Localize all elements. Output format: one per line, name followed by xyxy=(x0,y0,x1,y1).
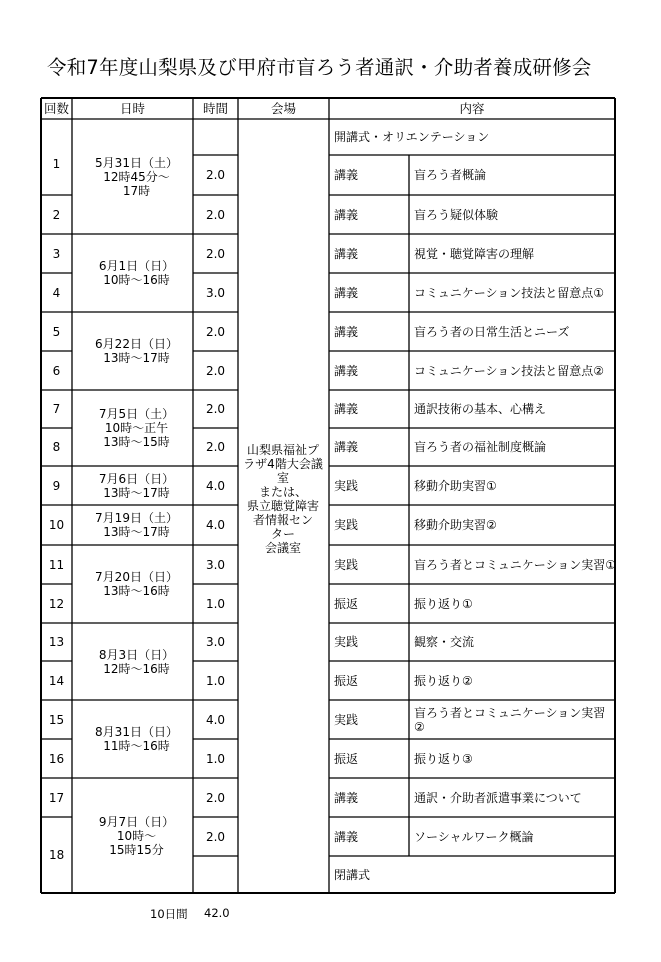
session-date: 10時～16時 xyxy=(103,273,170,287)
session-topic: 移動介助実習② xyxy=(414,518,497,532)
row-18-number: 18 xyxy=(49,848,65,862)
session-type: 講義 xyxy=(334,363,359,378)
session-number: 3 xyxy=(52,246,61,261)
session-type: 講義 xyxy=(334,168,359,182)
venue-line: 会議室 xyxy=(264,541,302,555)
session-date: 13時～17時 xyxy=(103,485,170,500)
header-num: 回数 xyxy=(43,101,69,116)
session-type: 開講式・オリエンテーション xyxy=(334,130,490,144)
session-type: 実践 xyxy=(334,518,359,532)
session-date: 8月3日（日） xyxy=(98,647,175,662)
session-hours: 3.0 xyxy=(205,285,226,300)
session-topic: 振り返り② xyxy=(414,673,473,688)
session-date: 7月20日（日） xyxy=(95,570,178,584)
session-topic: 盲ろう者概論 xyxy=(414,168,487,182)
session-type: 閉講式 xyxy=(334,867,371,882)
session-date: 13時～16時 xyxy=(103,584,170,598)
venue-line: ラザ4階大会議 xyxy=(243,457,323,471)
session-type: 講義 xyxy=(334,324,359,339)
session-type: 講義 xyxy=(334,402,359,416)
session-hours: 2.0 xyxy=(205,363,226,378)
session-topic: 盲ろう者の日常生活とニーズ xyxy=(414,324,570,339)
session-hours: 1.0 xyxy=(205,673,226,688)
session-topic: コミュニケーション技法と留意点① xyxy=(414,285,605,300)
session-date: 15時15分 xyxy=(109,842,164,857)
session-number: 13 xyxy=(48,635,65,649)
session-number: 15 xyxy=(48,712,65,727)
session-hours: 2.0 xyxy=(205,829,226,844)
session-date: 13時～17時 xyxy=(103,351,170,365)
page-title: 令和7年度山梨県及び甲府市盲ろう者通訳・介助者養成研修会 xyxy=(47,56,592,79)
session-date: 6月22日（日） xyxy=(95,337,178,351)
session-number: 14 xyxy=(48,673,65,688)
footer-days: 10日間 xyxy=(150,907,188,921)
header-hours: 時間 xyxy=(202,101,228,116)
session-type: 講義 xyxy=(334,207,359,222)
venue-line: 室 xyxy=(276,471,290,485)
session-type: 実践 xyxy=(334,635,359,649)
session-type: 講義 xyxy=(334,440,359,454)
session-date: 5月31日（土） xyxy=(95,155,178,170)
session-hours: 2.0 xyxy=(205,402,226,416)
session-date: 9月7日（日） xyxy=(98,814,175,829)
session-date: 7月5日（土） xyxy=(98,407,175,421)
session-number: 9 xyxy=(52,478,61,493)
session-hours: 3.0 xyxy=(205,557,226,572)
header-content: 内容 xyxy=(459,101,485,116)
header-venue: 会場 xyxy=(270,101,296,116)
session-topic: 移動介助実習① xyxy=(414,478,497,493)
session-hours: 2.0 xyxy=(205,246,226,261)
session-date: 12時45分～ xyxy=(103,169,170,184)
session-type: 講義 xyxy=(334,790,359,805)
session-type: 実践 xyxy=(334,478,359,493)
session-number: 5 xyxy=(52,324,61,339)
session-number: 12 xyxy=(48,596,65,611)
session-number: 17 xyxy=(48,790,65,805)
session-number: 4 xyxy=(52,285,61,300)
session-number: 8 xyxy=(52,440,61,454)
session-hours: 2.0 xyxy=(205,440,226,454)
session-date: 11時～16時 xyxy=(103,739,170,753)
venue-line: 山梨県福祉プ xyxy=(246,443,320,457)
session-number: 10 xyxy=(48,518,65,532)
session-date: 7月6日（日） xyxy=(98,471,175,486)
session-type: 実践 xyxy=(334,712,359,727)
session-topic: ソーシャルワーク概論 xyxy=(414,829,534,844)
session-topic: ② xyxy=(414,719,425,734)
session-hours: 4.0 xyxy=(205,712,226,727)
session-number: 6 xyxy=(52,363,61,378)
session-topic: 観察・交流 xyxy=(414,635,475,649)
session-hours: 2.0 xyxy=(205,324,226,339)
session-date: 10時～ xyxy=(116,828,157,843)
session-type: 実践 xyxy=(334,557,359,572)
session-number: 11 xyxy=(48,557,65,572)
session-topic: 振り返り③ xyxy=(414,751,473,766)
venue-line: 者情報セン xyxy=(252,513,314,527)
session-topic: 盲ろう者の福祉制度概論 xyxy=(414,440,547,454)
header-date: 日時 xyxy=(119,101,145,116)
session-topic: コミュニケーション技法と留意点② xyxy=(414,363,605,378)
venue-line: 県立聴覚障害 xyxy=(246,499,320,513)
session-date: 13時～15時 xyxy=(103,435,170,449)
session-number: 1 xyxy=(52,157,61,171)
session-number: 7 xyxy=(52,402,61,416)
venue-line: または、 xyxy=(258,485,308,499)
session-topic: 通訳・介助者派遣事業について xyxy=(414,790,582,805)
session-type: 講義 xyxy=(334,829,359,844)
venue-line: ター xyxy=(270,527,296,541)
session-hours: 2.0 xyxy=(205,207,226,222)
session-date: 8月31日（日） xyxy=(95,725,178,739)
session-hours: 2.0 xyxy=(205,168,226,182)
session-type: 振返 xyxy=(334,673,359,688)
session-topic: 盲ろう疑似体験 xyxy=(414,207,499,222)
session-topic: 振り返り① xyxy=(414,596,473,611)
session-hours: 1.0 xyxy=(205,596,226,611)
session-hours: 3.0 xyxy=(205,635,226,649)
session-number: 2 xyxy=(52,207,61,222)
session-hours: 4.0 xyxy=(205,518,226,532)
session-topic: 盲ろう者とコミュニケーション実習 xyxy=(414,705,606,720)
session-type: 振返 xyxy=(334,596,359,611)
session-type: 講義 xyxy=(334,246,359,261)
session-date: 6月1日（日） xyxy=(98,259,175,273)
session-topic: 盲ろう者とコミュニケーション実習① xyxy=(414,557,617,572)
session-type: 講義 xyxy=(334,285,359,300)
session-date: 12時～16時 xyxy=(103,661,170,676)
session-hours: 1.0 xyxy=(205,751,226,766)
session-type: 振返 xyxy=(334,751,359,766)
session-date: 7月19日（土） xyxy=(95,511,178,525)
session-date: 13時～17時 xyxy=(103,525,170,539)
session-number: 16 xyxy=(48,751,65,766)
session-date: 17時 xyxy=(122,183,151,198)
session-hours: 2.0 xyxy=(205,790,226,805)
session-date: 10時～正午 xyxy=(104,421,169,435)
session-topic: 通訳技術の基本、心構え xyxy=(414,402,547,416)
session-topic: 視覚・聴覚障害の理解 xyxy=(414,246,535,261)
session-hours: 4.0 xyxy=(205,478,226,493)
footer-total-hours: 42.0 xyxy=(204,906,230,920)
